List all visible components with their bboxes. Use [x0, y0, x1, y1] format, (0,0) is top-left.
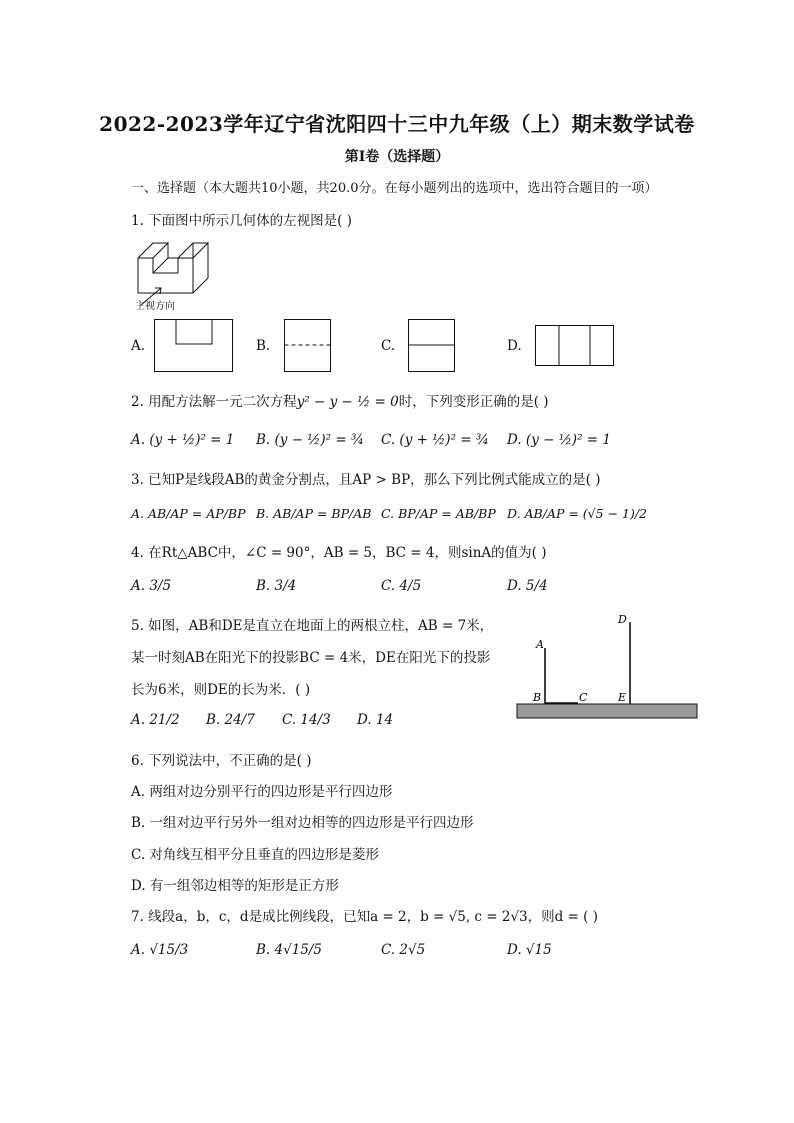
question-2-stem: [131, 390, 549, 410]
question-4-stem: 4. 在Rt△ABC中，∠C = 90°，AB = 5，BC = 4，则sinA的值为( ): [131, 545, 547, 561]
q2-option-a[interactable]: A. (y + ½)² = 1: [131, 432, 235, 448]
q2-equation: y² − y − ½ = 0: [296, 394, 399, 410]
page-title: 2022-2023学年辽宁省沈阳四十三中九年级（上）期末数学试卷: [99, 112, 695, 136]
q3-option-d[interactable]: D. AB/AP = (√5 − 1)/2: [507, 506, 648, 521]
q1-option-d-figure: [535, 325, 615, 367]
q6-option-c[interactable]: C. 对角线互相平分且垂直的四边形是菱形: [131, 847, 379, 863]
q1-option-b-figure: [284, 319, 332, 373]
q7-option-c[interactable]: C. 2√5: [381, 942, 426, 958]
q4-option-b[interactable]: B. 3/4: [256, 578, 297, 594]
q5-option-c[interactable]: C. 14/3: [282, 712, 331, 728]
q5-pillars-diagram: [512, 608, 702, 723]
q4-option-c[interactable]: C. 4/5: [381, 578, 422, 594]
q1-option-c-figure: [408, 319, 456, 373]
q2-option-d[interactable]: D. (y − ½)² = 1: [507, 432, 611, 448]
question-1-stem: 1. 下面图中所示几何体的左视图是( ): [131, 213, 352, 229]
label-b: B: [533, 691, 542, 704]
question-5-line-3: 长为6米，则DE的长为米．( ): [131, 682, 311, 698]
q3-option-b[interactable]: B. AB/AP = BP/AB: [256, 506, 372, 521]
q5-option-d[interactable]: D. 14: [357, 712, 394, 728]
q6-option-a[interactable]: A. 两组对边分别平行的四边形是平行四边形: [131, 784, 393, 800]
q3-option-c[interactable]: C. BP/AP = AB/BP: [381, 506, 496, 521]
q2-option-b[interactable]: B. (y − ½)² = ¾: [256, 432, 365, 448]
q1-option-a-figure: [154, 319, 234, 373]
section-heading: 第I卷（选择题）: [344, 149, 450, 165]
section-instructions: 一、选择题（本大题共10小题，共20.0分。在每小题列出的选项中，选出符合题目的一项）: [131, 181, 658, 196]
q1-option-c[interactable]: C.: [381, 338, 396, 354]
label-e: E: [618, 691, 627, 704]
label-c: C: [579, 691, 588, 704]
q2-stem-prefix: 2. 用配方法解一元二次方程: [131, 394, 297, 410]
q1-option-b[interactable]: B.: [256, 338, 271, 354]
question-5-line-2: 某一时刻AB在阳光下的投影BC = 4米，DE在阳光下的投影: [131, 650, 491, 666]
q2-stem-suffix: 时，下列变形正确的是( ): [398, 394, 549, 410]
q7-option-d[interactable]: D. √15: [507, 942, 552, 958]
q7-option-b[interactable]: B. 4√15/5: [256, 942, 323, 958]
q1-option-a[interactable]: A.: [131, 338, 146, 354]
question-7-stem: 7. 线段a，b，c，d是成比例线段，已知a = 2，b = √5, c = 2√3，则d = ( ): [131, 909, 599, 925]
question-5-line-1: 5. 如图，AB和DE是直立在地面上的两根立柱，AB = 7米，: [131, 618, 494, 634]
ground-strip: [517, 704, 697, 718]
q4-option-a[interactable]: A. 3/5: [131, 578, 172, 594]
q5-option-b[interactable]: B. 24/7: [206, 712, 255, 728]
q5-option-a[interactable]: A. 21/2: [131, 712, 180, 728]
q6-option-b[interactable]: B. 一组对边平行另外一组对边相等的四边形是平行四边形: [131, 815, 474, 831]
view-direction-label: 主视方向: [135, 301, 175, 312]
q1-option-d[interactable]: D.: [507, 338, 522, 354]
question-6-stem: 6. 下列说法中，不正确的是( ): [131, 753, 312, 769]
q6-option-d[interactable]: D. 有一组邻边相等的矩形是正方形: [131, 878, 339, 894]
q2-option-c[interactable]: C. (y + ½)² = ¾: [381, 432, 489, 448]
label-d: D: [618, 613, 627, 626]
q3-option-a[interactable]: A. AB/AP = AP/BP: [131, 506, 246, 521]
label-a: A: [536, 638, 544, 651]
question-3-stem: 3. 已知P是线段AB的黄金分割点，且AP > BP，那么下列比例式能成立的是( ): [131, 472, 601, 488]
q4-option-d[interactable]: D. 5/4: [507, 578, 548, 594]
q7-option-a[interactable]: A. √15/3: [131, 942, 189, 958]
